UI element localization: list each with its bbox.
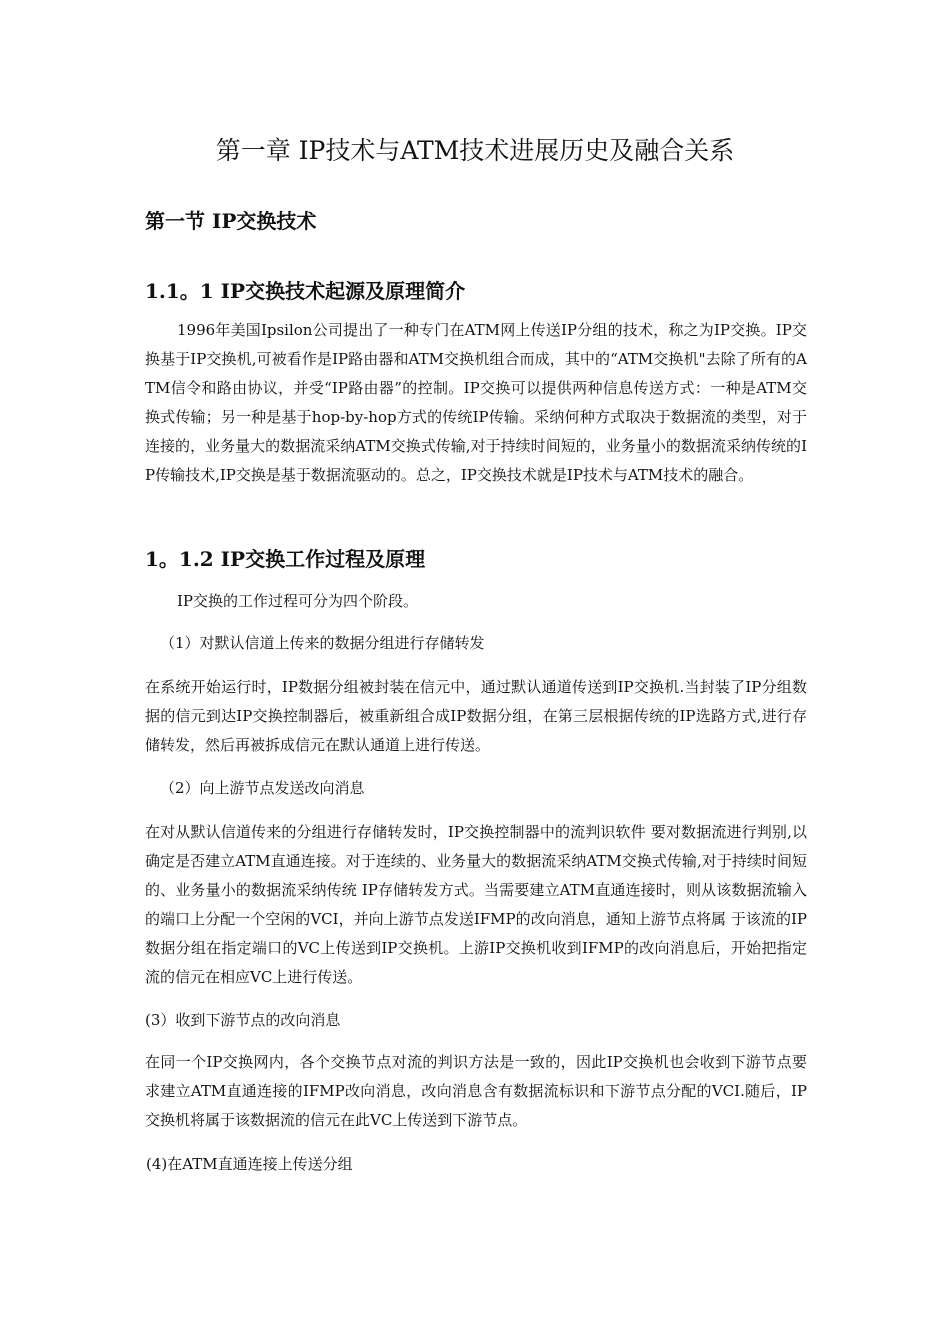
subsection-2-intro: IP交换的工作过程可分为四个阶段。 bbox=[177, 592, 419, 610]
step-2-heading: （2）向上游节点发送改向消息 bbox=[160, 779, 365, 797]
subsection-1-paragraph: 1996年美国Ipsilon公司提出了一种专门在ATM网上传送IP分组的技术，称之为IP交换。IP交换基于IP交换机,可被看作是IP路由器和ATM交换机组合而成，其中的“ATM交换机"去除了所有的ATM信令和路由协议，并受“IP路由器”的控制。IP交换可以提供两种信息传送方式：一种是ATM交换式传输；另一种是基于hop-by-hop方式的传统IP传输。采纳何种方式取决于数据流的类型，对于连接的，业务量大的数据流采纳ATM交换式传输,对于持续时间短的，业务量小的数据流采纳传统的IP传输技术,IP交换是基于数据流驱动的。总之，IP交换技术就是IP技术与ATM技术的融合。 bbox=[145, 321, 807, 484]
step-3-heading: (3）收到下游节点的改向消息 bbox=[145, 1011, 341, 1029]
step-2-text: 在对从默认信道传来的分组进行存储转发时，IP交换控制器中的流判识软件 要对数据流进行判别,以确定是否建立ATM直通连接。对于连续的、业务量大的数据流采纳ATM交换式传输,对于持续时间短的、业务量小的数据流采纳传统 IP存储转发方式。当需要建立ATM直通连接时，则从该数据流输入的端口上分配一个空闲的VCI，并向上游节点发送IFMP的改向消息，通知上游节点将属 于该流的IP数据分组在指定端口的VC上传送到IP交换机。上游IP交换机收到IFMP的改向消息后，开始把指定流的信元在相应VC上进行传送。 bbox=[145, 823, 807, 986]
step-1-heading: （1）对默认信道上传来的数据分组进行存储转发 bbox=[160, 634, 485, 652]
subsection-1-title: 1.1。1 IP交换技术起源及原理简介 bbox=[145, 279, 466, 303]
step-4-heading: (4)在ATM直通连接上传送分组 bbox=[146, 1155, 353, 1173]
step-1-text: 在系统开始运行时，IP数据分组被封装在信元中，通过默认通道传送到IP交换机.当封装了IP分组数据的信元到达IP交换控制器后，被重新组合成IP数据分组，在第三层根据传统的IP选路方式,进行存储转发，然后再被拆成信元在默认通道上进行传送。 bbox=[145, 678, 807, 754]
section-title: 第一节 IP交换技术 bbox=[145, 209, 317, 233]
chapter-title: 第一章 IP技术与ATM技术进展历史及融合关系 bbox=[215, 136, 735, 165]
subsection-2-title: 1。1.2 IP交换工作过程及原理 bbox=[145, 547, 426, 571]
step-3-text: 在同一个IP交换网内，各个交换节点对流的判识方法是一致的，因此IP交换机也会收到下游节点要求建立ATM直通连接的IFMP改向消息，改向消息含有数据流标识和下游节点分配的VCI.随后，IP交换机将属于该数据流的信元在此VC上传送到下游节点。 bbox=[145, 1053, 807, 1129]
